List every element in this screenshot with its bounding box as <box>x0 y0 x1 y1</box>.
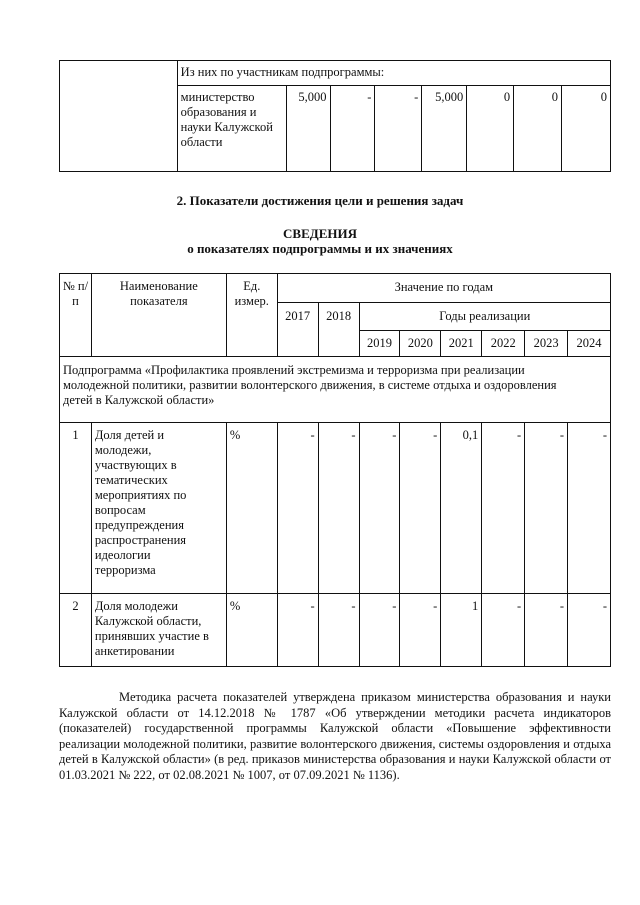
value-cell: 5,000 <box>286 86 330 172</box>
value-cell: 1 <box>441 594 482 667</box>
header-num: № п/п <box>60 274 92 357</box>
methodology-paragraph: Методика расчета показателей утверждена приказом министерства образования и науки Калужской области от 14.12.2018 № 1787 «Об утверждении методики расчета индикаторов (показателей) государственной программы Калужской области «Повышение эффективности реализации молодежной политики, развитие волонтерского движения, системы оздоровления и отдыха детей в Калужской области» (в ред. приказов министерства образования и науки Калужской области от 01.03.2021 № 222, от 02.08.2021 № 1007, от 07.09.2021 № 1136). <box>59 690 611 782</box>
indicators-table <box>59 273 611 667</box>
value-cell: - <box>318 594 359 667</box>
empty-cell <box>60 61 178 172</box>
svedeniya-subtitle: о показателях подпрограммы и их значениях <box>187 241 453 256</box>
participants-header: Из них по участникам подпрограммы: <box>177 61 610 86</box>
value-cell: - <box>482 594 525 667</box>
value-cell: - <box>400 423 441 594</box>
value-cell: - <box>318 423 359 594</box>
header-implementation-years: Годы реализации <box>359 303 610 331</box>
value-cell: 0 <box>467 86 514 172</box>
value-cell: - <box>525 594 568 667</box>
header-name: Наименование показателя <box>91 274 226 357</box>
row-name: Доля молодежи Калужской области, принявших участие в анкетировании <box>91 594 226 667</box>
value-cell: - <box>400 594 441 667</box>
table-row <box>60 594 611 667</box>
value-cell: - <box>359 423 400 594</box>
value-cell: - <box>482 423 525 594</box>
value-cell: - <box>330 86 375 172</box>
row-unit: % <box>226 594 277 667</box>
table-row <box>60 423 611 594</box>
year-header: 2024 <box>568 331 611 357</box>
value-cell: - <box>568 423 611 594</box>
top-budget-table <box>59 60 611 172</box>
header-values-by-year: Значение по годам <box>277 274 610 303</box>
year-header: 2020 <box>400 331 441 357</box>
header-unit: Ед. измер. <box>226 274 277 357</box>
value-cell: - <box>359 594 400 667</box>
row-unit: % <box>226 423 277 594</box>
row-num: 2 <box>60 594 92 667</box>
year-header: 2017 <box>277 303 318 357</box>
participant-name: министерство образования и науки Калужской области <box>177 86 286 172</box>
value-cell: - <box>375 86 422 172</box>
value-cell: - <box>525 423 568 594</box>
value-cell: 0 <box>514 86 562 172</box>
row-name: Доля детей и молодежи, участвующих в тематических мероприятиях по вопросам предупреждения распространения идеологии терроризма <box>91 423 226 594</box>
subprogram-row: Подпрограмма «Профилактика проявлений экстремизма и терроризма при реализации молодежной политики, развитии волонтерского движения, в системе отдыха и оздоровления детей в Калужской области» <box>60 357 611 423</box>
year-header: 2023 <box>525 331 568 357</box>
svedeniya-title: СВЕДЕНИЯ <box>283 226 357 241</box>
value-cell: 0 <box>562 86 611 172</box>
year-header: 2022 <box>482 331 525 357</box>
value-cell: 0,1 <box>441 423 482 594</box>
year-header: 2021 <box>441 331 482 357</box>
value-cell: - <box>568 594 611 667</box>
value-cell: - <box>277 423 318 594</box>
value-cell: - <box>277 594 318 667</box>
row-num: 1 <box>60 423 92 594</box>
section-title: 2. Показатели достижения цели и решения задач <box>176 193 464 208</box>
value-cell: 5,000 <box>422 86 467 172</box>
year-header: 2019 <box>359 331 400 357</box>
year-header: 2018 <box>318 303 359 357</box>
